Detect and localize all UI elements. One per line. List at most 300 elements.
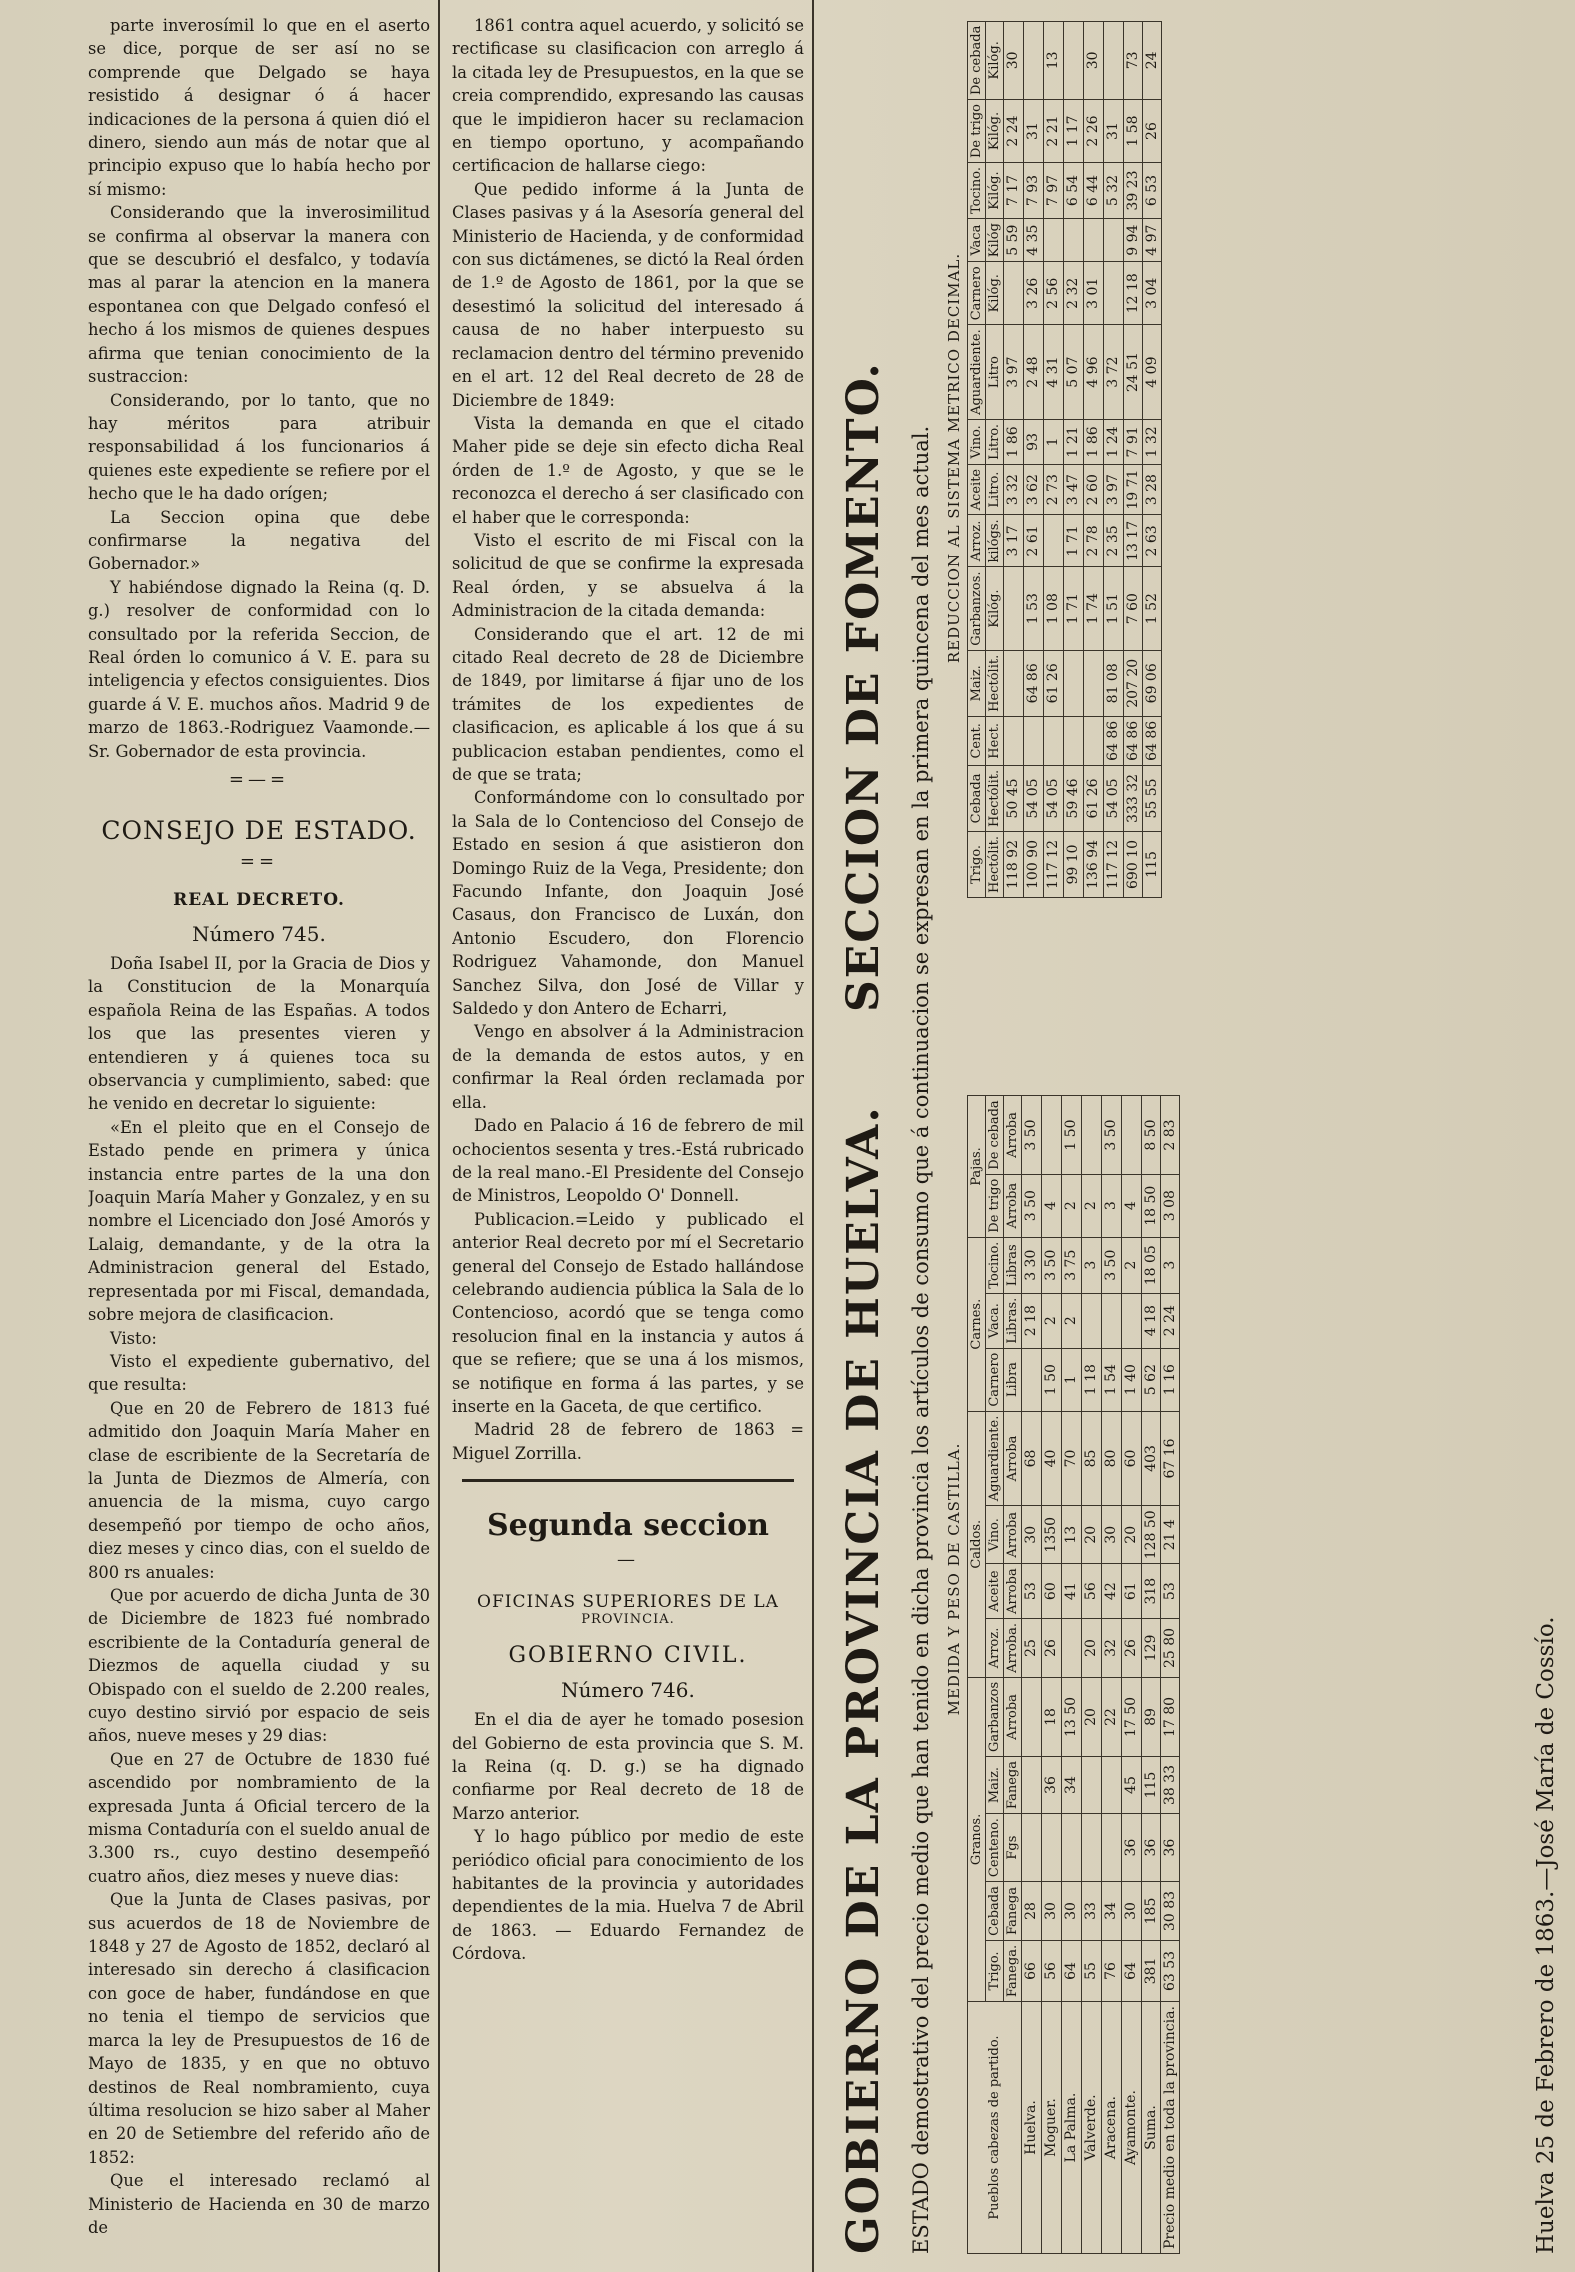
group-header: Granos. [968,1677,986,2001]
value-cell: 30 [1022,1506,1042,1564]
value-cell: 32 [1102,1619,1122,1678]
value-cell: 1 50 [1042,1348,1062,1411]
sum-cell: 129 [1142,1619,1161,1678]
column-header: Cebada [986,1882,1004,1941]
paragraph: Considerando que el art. 12 de mi citado Real decreto de 28 de Diciembre de 1849, por limitarse á fijar uno de los trámites de los expedientes de clasificacion, es aplicable á los que á su publicacion estaban pendientes, como el de que se trata; [452,624,804,784]
value-cell [1064,716,1084,765]
value-cell: 20 [1122,1506,1142,1564]
table-row [1064,21,1084,897]
value-cell: 30 [1084,21,1104,99]
value-cell: 117 12 [1044,831,1064,897]
column-header: Trigo. [968,831,986,897]
group-header: Pajas. [968,1096,986,1237]
value-cell: 1 71 [1064,567,1084,650]
value-cell: 53 [1022,1564,1042,1619]
value-cell: 2 21 [1044,100,1064,163]
paragraph: parte inverosímil lo que en el aserto se dice, porque de ser así no se comprende que Delgado se haya resistido á designar ó á hacer indicaciones de la persona á quien dió el dinero, siendo aun más de notar que al principio expuso que lo había hecho por sí mismo: [88,16,430,199]
value-cell: 59 46 [1064,765,1084,831]
average-cell: 67 16 [1161,1411,1180,1506]
metric-table [967,21,1162,898]
value-cell: 81 08 [1104,650,1124,716]
table-row [1082,1096,1102,2254]
average-cell: 53 [1161,1564,1180,1619]
value-cell [1004,262,1024,325]
value-cell: 3 50 [1042,1237,1062,1293]
table-row [1104,21,1124,897]
average-cell: 1 16 [1161,1348,1180,1411]
unit-header: Arroba [1004,1096,1022,1174]
table-row [1042,1096,1062,2254]
value-cell: 1 86 [1004,419,1024,464]
sum-cell: 39 23 [1124,163,1143,219]
value-cell: 3 50 [1102,1096,1122,1174]
value-cell: 3 17 [1004,515,1024,567]
price-tables [945,18,1180,2254]
value-cell: 2 35 [1104,515,1124,567]
section-rule [462,1479,794,1482]
value-cell: 54 05 [1044,765,1064,831]
column-header: Vaca [968,219,986,262]
value-cell: 2 [1062,1293,1082,1348]
castilla-table-block [945,904,1180,2254]
sum-cell: 207 20 [1124,650,1143,716]
paragraph: 1861 contra aquel acuerdo, y solicitó se rectificase su clasificacion con arreglo á la citada ley de Presupuestos, en la que se creia comprendido, expresando las causas que le impidieron hacer su reclamacion en tiempo oportuno, y acompañando certificacion de hallarse ciego: [452,16,804,176]
paragraph: «En el pleito que en el Consejo de Estado pende en primera y única instancia entre partes de la una don Joaquin María Maher y Gonzalez, y en su nombre el Licenciado don José Amorós y Lalaig, demandante, y de la otra la Administracion general del Estado, representada por mi Fiscal, demandada, sobre mejora de clasificacion. [88,1117,430,1325]
value-cell: 26 [1042,1619,1062,1678]
group-header: Carnes. [968,1237,986,1411]
value-cell: 2 61 [1024,515,1044,567]
separator: =—= [228,769,290,790]
town-cell: Aracena. [1102,2002,1122,2254]
average-cell: 30 83 [1161,1882,1180,1941]
value-cell [1042,1096,1062,1174]
value-cell [1082,1096,1102,1174]
value-cell: 1 [1062,1348,1082,1411]
province-title: GOBIERNO DE LA PROVINCIA DE HUELVA. [838,1105,889,2254]
column-header: Arroz. [986,1619,1004,1678]
unit-header: Kilóg. [986,100,1004,163]
value-cell: 34 [1102,1882,1122,1941]
unit-header: Arroba [1004,1677,1022,1756]
value-cell: 4 35 [1024,219,1044,262]
average-cell: 1 32 [1143,419,1162,464]
column-header: Aceite [968,464,986,514]
value-cell: 3 01 [1084,262,1104,325]
paragraph: Considerando, por lo tanto, que no hay méritos para atribuir responsabilidad á los funcionarios á quienes este expediente se refiere por el hecho que le ha dado orígen; [88,390,430,504]
value-cell: 6 44 [1084,163,1104,219]
value-cell [1044,716,1064,765]
value-cell: 118 92 [1004,831,1024,897]
value-cell [1022,1677,1042,1756]
unit-header: Arroba [1004,1564,1022,1619]
value-cell: 3 50 [1022,1174,1042,1237]
value-cell: 4 96 [1084,325,1104,420]
column-header: Garbanzos. [968,567,986,650]
unit-header: Libra [1004,1348,1022,1411]
unit-header: Litro [986,325,1004,420]
value-cell [1102,1814,1122,1882]
value-cell: 4 31 [1044,325,1064,420]
column-header: Vaca. [986,1293,1004,1348]
unit-header: Fanega. [1004,1940,1022,2001]
value-cell: 61 26 [1044,650,1064,716]
value-cell [1044,515,1064,567]
table-row [1062,1096,1082,2254]
paragraph: Que en 27 de Octubre de 1830 fué ascendido por nombramiento de la expresada Junta á Oficial tercero de la misma Contaduría con el sueldo anual de 3.300 rs., cuyo destino desempeñó cuatro años, diez meses y nueve dias: [88,1749,430,1886]
value-cell [1084,650,1104,716]
value-cell [1004,567,1024,650]
paragraph: Vista la demanda en que el citado Maher pide se deje sin efecto dicha Real órden de 1.º de Agosto, y que se le reconozca el derecho á ser clasificado con el haber que le corresponda: [452,413,804,527]
value-cell: 1 40 [1122,1348,1142,1411]
value-cell [1062,1619,1082,1678]
paragraph: Dado en Palacio á 16 de febrero de mil ochocientos sesenta y tres.-Está rubricado de la real mano.-El Presidente del Consejo de Ministros, Leopoldo O' Donnell. [452,1116,804,1206]
town-cell: Valverde. [1082,2002,1102,2254]
unit-header: Arroba. [1004,1619,1022,1678]
unit-header: Libras [1004,1237,1022,1293]
value-cell [1004,650,1024,716]
value-cell: 3 50 [1102,1237,1122,1293]
column-header: Centeno. [986,1814,1004,1882]
value-cell: 3 97 [1104,464,1124,514]
value-cell [1022,1814,1042,1882]
value-cell: 3 47 [1064,464,1084,514]
sum-cell: 318 [1142,1564,1161,1619]
paragraph: Vengo en absolver á la Administracion de la demanda de estos autos, y en confirmar la Real órden reclamada por ella. [452,1022,804,1112]
value-cell: 33 [1082,1882,1102,1941]
value-cell: 2 26 [1084,100,1104,163]
column-header: Garbanzos [986,1677,1004,1756]
town-cell: Ayamonte. [1122,2002,1142,2254]
value-cell: 76 [1102,1940,1122,2001]
value-cell [1044,219,1064,262]
column-header: Aceite [986,1564,1004,1619]
column-header: Carnero [968,262,986,325]
sum-cell: 7 60 [1124,567,1143,650]
average-cell: 2 63 [1143,515,1162,567]
column-header: Arroz. [968,515,986,567]
value-cell [1104,262,1124,325]
column-header: Trigo. [986,1940,1004,2001]
value-cell: 2 48 [1024,325,1044,420]
value-cell: 40 [1042,1411,1062,1506]
column-header: Tocino. [986,1237,1004,1293]
average-label: Precio medio en toda la provincia. [1161,2002,1180,2254]
value-cell [1024,716,1044,765]
sum-cell: 8 50 [1142,1096,1161,1174]
table-row [1102,1096,1122,2254]
value-cell: 3 30 [1022,1237,1042,1293]
value-cell: 1 17 [1064,100,1084,163]
sum-cell: 18 05 [1142,1237,1161,1293]
value-cell: 4 [1042,1174,1062,1237]
value-cell: 36 [1122,1814,1142,1882]
value-cell [1042,1814,1062,1882]
signature-footer: Huelva 25 de Febrero de 1863.—José María de Cossío. [1533,1616,1559,2254]
value-cell: 5 59 [1004,219,1024,262]
heading-rule: == [239,851,279,872]
average-cell: 4 09 [1143,325,1162,420]
value-cell: 20 [1082,1506,1102,1564]
value-cell [1064,219,1084,262]
value-cell: 30 [1122,1882,1142,1941]
unit-header: Kilóg. [986,163,1004,219]
average-cell: 25 80 [1161,1619,1180,1678]
towns-header: Pueblos cabezas de partido. [968,2002,1022,2254]
value-cell: 1 71 [1064,515,1084,567]
table-row [1044,21,1064,897]
value-cell [1062,1814,1082,1882]
unit-header: Kilóg. [986,262,1004,325]
value-cell: 56 [1082,1564,1102,1619]
value-cell [1024,21,1044,99]
value-cell: 54 05 [1024,765,1044,831]
value-cell: 7 17 [1004,163,1024,219]
value-cell: 1 53 [1024,567,1044,650]
value-cell: 1 74 [1084,567,1104,650]
unit-header: Litro. [986,419,1004,464]
estado-heading: ESTADO demostrativo del precio medio que han tenido en dicha provincia los artículos de consumo que á continuacion se expresan en la primera quincena del mes actual. [909,425,933,2254]
paragraph: En el dia de ayer he tomado posesion del Gobierno de esta provincia que S. M. la Reina (q. D. g.) se ha dignado confiarme por Real decreto de 18 de Marzo anterior. [452,1710,804,1823]
value-cell: 3 [1102,1174,1122,1237]
value-cell: 2 [1122,1237,1142,1293]
value-cell: 6 54 [1064,163,1084,219]
column-header: Maiz. [986,1757,1004,1814]
column-header: Tocino. [968,163,986,219]
value-cell: 28 [1022,1882,1042,1941]
value-cell: 45 [1122,1757,1142,1814]
unit-header: Arroba [1004,1506,1022,1564]
value-cell: 60 [1042,1564,1062,1619]
value-cell: 1 24 [1104,419,1124,464]
value-cell [1084,716,1104,765]
value-cell [1082,1293,1102,1348]
value-cell: 34 [1062,1757,1082,1814]
sum-cell: 13 17 [1124,515,1143,567]
unit-header: Libras. [1004,1293,1022,1348]
value-cell: 22 [1102,1677,1122,1756]
unit-header: Fanega [1004,1757,1022,1814]
sum-cell: 7 91 [1124,419,1143,464]
average-cell: 17 80 [1161,1677,1180,1756]
notice-text [452,1708,804,1965]
value-cell [1122,1096,1142,1174]
average-cell: 2 24 [1161,1293,1180,1348]
average-cell: 4 97 [1143,219,1162,262]
number-746: Número 746. [561,1678,695,1703]
sum-cell: 115 [1142,1757,1161,1814]
paragraph: Visto el expediente gubernativo, del que resulta: [88,1351,430,1395]
column-divider [438,0,440,2272]
unit-header: Litro. [986,464,1004,514]
value-cell [1102,1757,1122,1814]
value-cell: 2 60 [1084,464,1104,514]
decree-continuation [452,14,804,1465]
column-header: De trigo [968,100,986,163]
column-header: Cebada [968,765,986,831]
average-cell: 64 86 [1143,716,1162,765]
value-cell: 1 18 [1082,1348,1102,1411]
sum-cell: 24 51 [1124,325,1143,420]
value-cell [1082,1814,1102,1882]
value-cell: 54 05 [1104,765,1124,831]
value-cell: 4 [1122,1174,1142,1237]
value-cell: 42 [1102,1564,1122,1619]
value-cell: 3 97 [1004,325,1024,420]
value-cell [1104,219,1124,262]
value-cell: 3 26 [1024,262,1044,325]
value-cell: 25 [1022,1619,1042,1678]
value-cell: 99 10 [1064,831,1084,897]
value-cell: 30 [1062,1882,1082,1941]
metric-caption: REDUCCION AL SISTEMA METRICO DECIMAL. [945,252,963,664]
value-cell: 80 [1102,1411,1122,1506]
value-cell [1104,21,1124,99]
unit-header: Arroba [1004,1174,1022,1237]
value-cell: 3 75 [1062,1237,1082,1293]
paragraph: Visto: [110,1328,157,1348]
column-1 [88,0,430,2272]
value-cell: 1 86 [1084,419,1104,464]
value-cell [1004,716,1024,765]
value-cell: 1 51 [1104,567,1124,650]
paragraph: Y habiéndose dignado la Reina (q. D. g.) resolver de conformidad con lo consultado por la referida Seccion, de Real órden lo comunico á V. E. para su inteligencia y efectos consiguientes. Dios guarde á V. E. muchos años. Madrid 9 de marzo de 1863.-Rodriguez Vaamonde.—Sr. Gobernador de esta provincia. [88,577,430,761]
value-cell: 7 93 [1024,163,1044,219]
value-cell: 5 07 [1064,325,1084,420]
value-cell: 18 [1042,1677,1062,1756]
value-cell: 20 [1082,1619,1102,1678]
value-cell [1102,1293,1122,1348]
sum-cell: 18 50 [1142,1174,1161,1237]
gobierno-civil-heading: GOBIERNO CIVIL. [508,1643,748,1669]
value-cell: 30 [1004,21,1024,99]
value-cell: 1 21 [1064,419,1084,464]
value-cell: 30 [1042,1882,1062,1941]
value-cell: 1 08 [1044,567,1064,650]
castilla-caption: MEDIDA Y PESO DE CASTILLA. [945,1442,963,1716]
average-cell: 24 [1143,21,1162,99]
value-cell: 3 50 [1022,1096,1042,1174]
sum-cell: 128 50 [1142,1506,1161,1564]
number-745: Número 745. [192,922,326,946]
sum-cell: 333 32 [1124,765,1143,831]
metric-table-block [945,18,1180,898]
town-cell: Huelva. [1022,2002,1042,2254]
value-cell: 1 [1044,419,1064,464]
value-cell: 7 97 [1044,163,1064,219]
sum-cell: 1 58 [1124,100,1143,163]
value-cell [1022,1757,1042,1814]
table-row [1004,21,1024,897]
average-cell: 2 83 [1161,1096,1180,1174]
sum-cell: 381 [1142,1940,1161,2001]
value-cell: 1350 [1042,1506,1062,1564]
unit-header: Fgs [1004,1814,1022,1882]
column-header: Maiz. [968,650,986,716]
paragraph: Que la Junta de Clases pasivas, por sus acuerdos de 18 de Noviembre de 1848 y 27 de Agosto de 1852, declaró al interesado sin derecho á clasificacion con goce de haber, fundándose en que no tenia el tiempo de servicios que marca la ley de Presupuestos de 16 de Mayo de 1835, y en que no obtuvo destinos de Real nombramiento, cuya última resolucion se hizo saber al Maher en 20 de Setiembre del referido año de 1852: [88,1890,430,2167]
table-row [1122,1096,1142,2254]
average-cell: 6 53 [1143,163,1162,219]
average-cell: 3 04 [1143,262,1162,325]
average-cell: 1 52 [1143,567,1162,650]
unit-header: kilógs. [986,515,1004,567]
paragraph: Que por acuerdo de dicha Junta de 30 de Diciembre de 1823 fué nombrado escribiente de la Contaduría general de Diezmos de aquella ciudad y su Obispado con el sueldo de 2.200 reales, cuyo destino sirvió por espacio de seis años, nueve meses y 29 dias: [88,1585,430,1746]
paragraph: Visto el escrito de mi Fiscal con la solicitud de que se confirme la expresada Real órden, y se absuelva á la Administracion de la citada demanda: [452,530,804,621]
section2-rule: — [617,1549,639,1571]
value-cell [1064,650,1084,716]
unit-header: Hect. [986,716,1004,765]
sum-cell: 185 [1142,1882,1161,1941]
paragraph: La Seccion opina que debe confirmarse la negativa del Gobernador.» [88,507,430,574]
value-cell [1084,219,1104,262]
value-cell: 3 72 [1104,325,1124,420]
value-cell: 36 [1042,1757,1062,1814]
sum-cell: 64 86 [1124,716,1143,765]
consejo-heading: CONSEJO DE ESTADO. [101,816,417,845]
opinion-text [88,14,430,763]
unit-header: Kilóg [986,219,1004,262]
group-header: Caldos. [968,1411,986,1677]
value-cell: 117 12 [1104,831,1124,897]
average-cell: 3 [1161,1237,1180,1293]
unit-header: Hectólit. [986,650,1004,716]
oficinas-heading: OFICINAS SUPERIORES DE LA [477,1592,779,1613]
town-cell: La Palma. [1062,2002,1082,2254]
column-2 [452,0,804,2272]
value-cell: 2 73 [1044,464,1064,514]
average-cell: 69 06 [1143,650,1162,716]
table-row [1022,1096,1042,2254]
paragraph: Publicacion.=Leido y publicado el anterior Real decreto por mí el Secretario general del Consejo de Estado hallándose celebrando audiencia pública la Sala de lo Contencioso, acordó que se tenga como resolucion final en la instancia y autos á que se refiere; que se una á los mismos, se notifique en forma á las partes, y se inserte en la Gaceta, de que certifico. [452,1209,804,1416]
value-cell [1022,1348,1042,1411]
average-cell: 21 4 [1161,1506,1180,1564]
unit-header: Fanega [1004,1882,1022,1941]
average-cell: 38 33 [1161,1757,1180,1814]
sum-cell: 690 10 [1124,831,1143,897]
value-cell: 41 [1062,1564,1082,1619]
value-cell: 2 [1042,1293,1062,1348]
sum-cell: 73 [1124,21,1143,99]
column-header: Vino. [968,419,986,464]
paragraph: Conformándome con lo consultado por la Sala de lo Contencioso del Consejo de Estado en sesion á que asistieron don Domingo Ruiz de la Vega, Presidente; don Facundo Infante, don Joaquin José Casaus, don Francisco de Luxán, don Antonio Escudero, don Florencio Rodriguez Vahamonde, don Manuel Sanchez Silva, don José de Villar y Saldedo y don Antero de Echarri, [452,788,804,1019]
unit-header: Hectólit. [986,765,1004,831]
value-cell: 20 [1082,1677,1102,1756]
table-row [1084,21,1104,897]
value-cell: 17 50 [1122,1677,1142,1756]
value-cell: 13 [1062,1506,1082,1564]
value-cell: 30 [1102,1506,1122,1564]
value-cell [1082,1757,1102,1814]
value-cell: 31 [1104,100,1124,163]
value-cell: 31 [1024,100,1044,163]
column-header: De cebada [986,1096,1004,1174]
value-cell: 13 [1044,21,1064,99]
sum-cell: 4 18 [1142,1293,1161,1348]
town-cell: Moguer. [1042,2002,1062,2254]
value-cell: 2 32 [1064,262,1084,325]
decree-text [88,952,430,2239]
value-cell: 56 [1042,1940,1062,2001]
value-cell: 1 50 [1062,1096,1082,1174]
paragraph: Y lo hago público por medio de este periódico oficial para conocimiento de los habitantes de la provincia y autoridades dependientes de la mia. Huelva 7 de Abril de 1863. — Eduardo Fernandez de Córdova. [452,1827,804,1964]
average-cell: 26 [1143,100,1162,163]
value-cell: 93 [1024,419,1044,464]
value-cell: 2 [1062,1174,1082,1237]
sum-cell: 12 18 [1124,262,1143,325]
sum-label: Suma. [1142,2002,1161,2254]
value-cell: 60 [1122,1411,1142,1506]
value-cell: 2 [1082,1174,1102,1237]
value-cell: 3 32 [1004,464,1024,514]
